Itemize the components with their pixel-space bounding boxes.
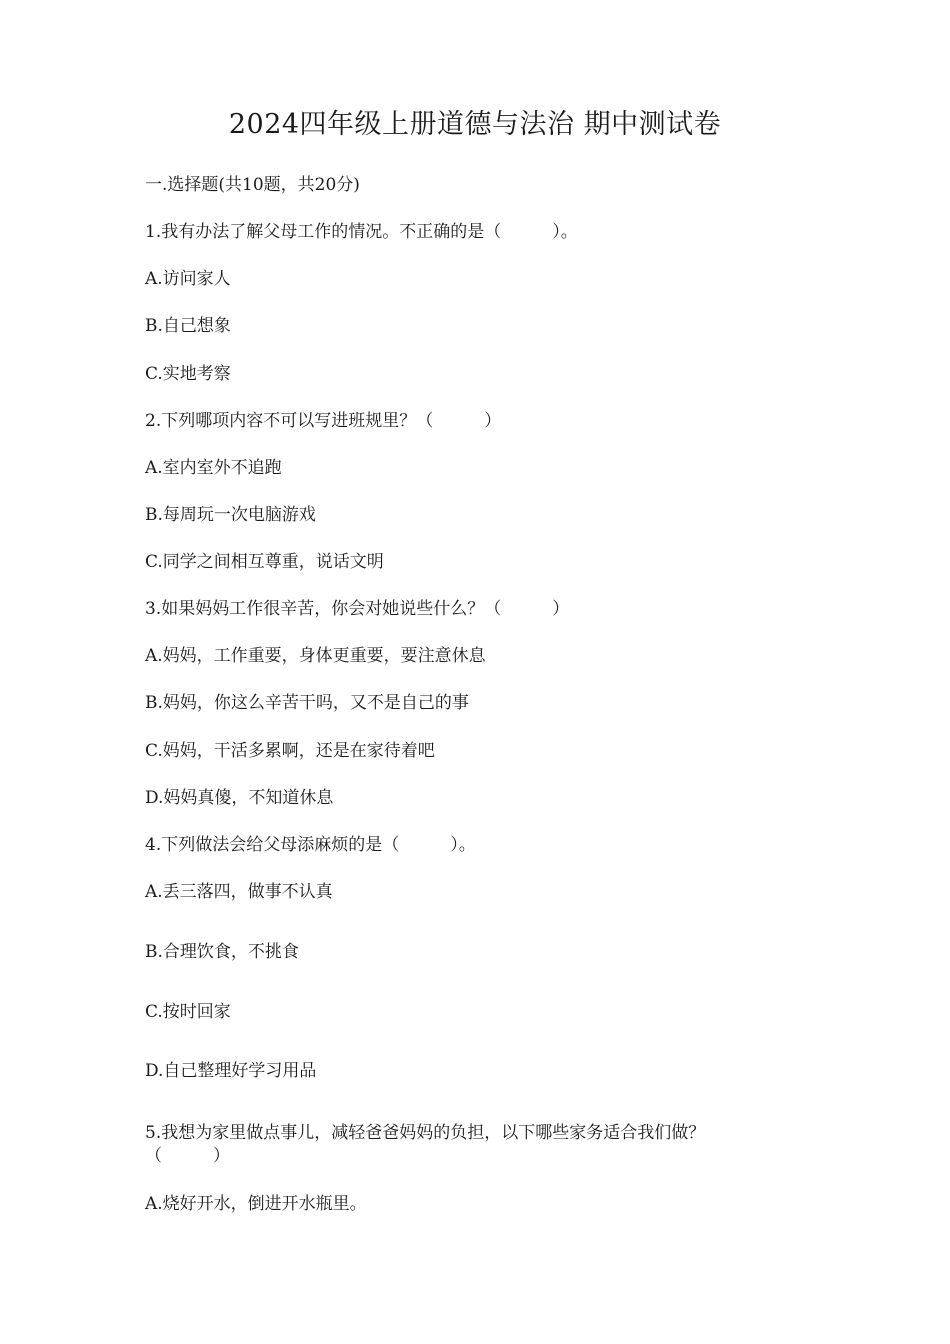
question-3-option-b: B.妈妈，你这么辛苦干吗，又不是自己的事	[145, 693, 469, 713]
question-1-option-c: C.实地考察	[145, 364, 231, 384]
question-2-option-a: A.室内室外不追跑	[145, 458, 282, 478]
question-5-option-a: A.烧好开水，倒进开水瓶里。	[145, 1194, 367, 1214]
question-2-option-b: B.每周玩一次电脑游戏	[145, 505, 316, 525]
question-1-option-a: A.访问家人	[145, 269, 231, 289]
question-2-option-c: C.同学之间相互尊重，说话文明	[145, 552, 384, 572]
question-4-option-c: C.按时回家	[145, 1002, 231, 1022]
question-1-stem: 1.我有办法了解父母工作的情况。不正确的是（ ）。	[145, 222, 578, 242]
question-3-option-c: C.妈妈，干活多累啊，还是在家待着吧	[145, 741, 435, 761]
question-5-stem: 5.我想为家里做点事儿，减轻爸爸妈妈的负担，以下哪些家务适合我们做？	[145, 1123, 706, 1143]
question-2-stem: 2.下列哪项内容不可以写进班规里？（ ）	[145, 411, 502, 431]
question-4-option-a: A.丢三落四，做事不认真	[145, 882, 333, 902]
question-5-answer-blank: （ ）	[145, 1146, 230, 1166]
page-title: 2024四年级上册道德与法治 期中测试卷	[228, 109, 722, 140]
question-3-option-a: A.妈妈，工作重要，身体更重要，要注意休息	[145, 646, 486, 666]
section-heading: 一.选择题(共10题，共20分)	[145, 175, 360, 195]
question-3-option-d: D.妈妈真傻，不知道休息	[145, 788, 334, 808]
question-3-stem: 3.如果妈妈工作很辛苦，你会对她说些什么？（ ）	[145, 599, 570, 619]
question-4-option-d: D.自己整理好学习用品	[145, 1061, 317, 1081]
question-1-option-b: B.自己想象	[145, 316, 231, 336]
question-4-stem: 4.下列做法会给父母添麻烦的是（ ）。	[145, 835, 476, 855]
question-4-option-b: B.合理饮食，不挑食	[145, 942, 299, 962]
